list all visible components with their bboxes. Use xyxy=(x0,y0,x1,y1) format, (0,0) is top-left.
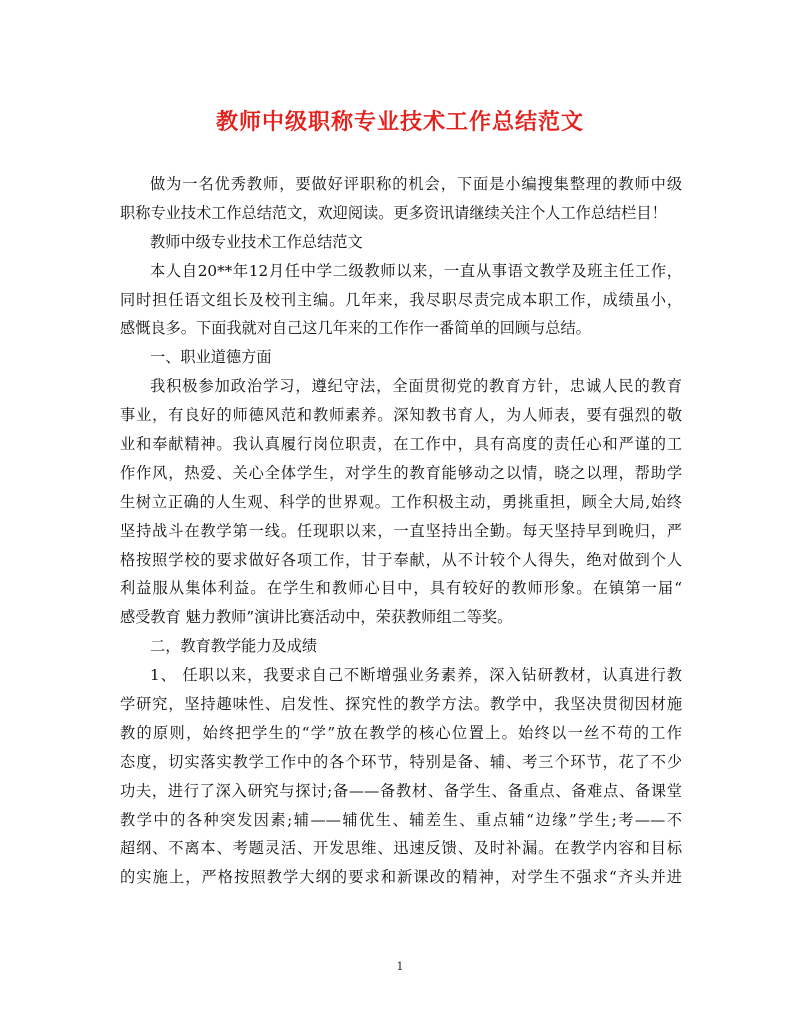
paragraph-line: 做为一名优秀教师，要做好评职称的机会，下面是小编搜集整理的教师中级 xyxy=(150,175,682,193)
document-body xyxy=(120,170,682,892)
paragraph-line: 功夫，进行了深入研究与探讨;备——备教材、备学生、备重点、备难点、备课堂 xyxy=(120,781,682,800)
paragraph-line: 的实施上，严格按照教学大纲的要求和新课改的精神，对学生不强求“齐头并进 xyxy=(120,868,682,887)
paragraph-line: 生树立正确的人生观、科学的世界观。工作积极主动，勇挑重担，顾全大局,始终 xyxy=(120,492,682,511)
paragraph-line: 事业，有良好的师德风范和教师素养。深知教书育人，为人师表，要有强烈的敬 xyxy=(120,406,682,425)
paragraph-line: 职称专业技术工作总结范文，欢迎阅读。更多资讯请继续关注个人工作总结栏目！ xyxy=(120,203,667,222)
page-number: 1 xyxy=(396,960,404,973)
paragraph-line: 作作风，热爱、关心全体学生，对学生的教育能够动之以情，晓之以理，帮助学 xyxy=(120,463,682,482)
paragraph-line: 同时担任语文组长及校刊主编。几年来，我尽职尽责完成本职工作，成绩虽小， xyxy=(120,290,682,309)
section-heading: 一、职业道德方面 xyxy=(150,348,272,367)
paragraph-line: 我积极参加政治学习，遵纪守法，全面贯彻党的教育方针，忠诚人民的教育 xyxy=(150,377,682,396)
paragraph-line: 超纲、不离本、考题灵活、开发思维、迅速反馈、及时补漏。在教学内容和目标 xyxy=(120,839,682,858)
paragraph-line: 教学中的各种突发因素;辅——辅优生、辅差生、重点辅“边缘”学生;考——不 xyxy=(120,810,682,829)
paragraph-line: 教的原则，始终把学生的“学”放在教学的核心位置上。始终以一丝不苟的工作 xyxy=(120,723,682,742)
paragraph-line: 坚持战斗在教学第一线。任现职以来，一直坚持出全勤。每天坚持早到晚归，严 xyxy=(120,521,682,540)
paragraph-line: 感受教育 魅力教师”演讲比赛活动中，荣获教师组二等奖。 xyxy=(120,608,513,627)
paragraph-line: 学研究，坚持趣味性、启发性、探究性的教学方法。教学中，我坚决贯彻因材施 xyxy=(120,695,682,714)
document-title: 教师中级职称专业技术工作总结范文 xyxy=(215,109,584,135)
section-heading: 二，教育教学能力及成绩 xyxy=(150,637,318,656)
paragraph-line: 业和奉献精神。我认真履行岗位职责，在工作中，具有高度的责任心和严谨的工 xyxy=(120,435,682,454)
paragraph-line: 本人自20**年12月任中学二级教师以来，一直从事语文教学及班主任工作， xyxy=(150,261,682,280)
paragraph-line: 感慨良多。下面我就对自己这几年来的工作作一番简单的回顾与总结。 xyxy=(120,319,591,338)
paragraph-line: 1、 任职以来，我要求自己不断增强业务素养，深入钻研教材，认真进行教 xyxy=(150,666,682,685)
paragraph-line: 利益服从集体利益。在学生和教师心目中，具有较好的教师形象。在镇第一届“ xyxy=(120,579,682,598)
paragraph-line: 态度，切实落实教学工作中的各个环节，特别是备、辅、考三个环节，花了不少 xyxy=(120,752,682,771)
section-subtitle: 教师中级专业技术工作总结范文 xyxy=(150,232,363,251)
paragraph-line: 格按照学校的要求做好各项工作，甘于奉献，从不计较个人得失，绝对做到个人 xyxy=(120,550,682,569)
